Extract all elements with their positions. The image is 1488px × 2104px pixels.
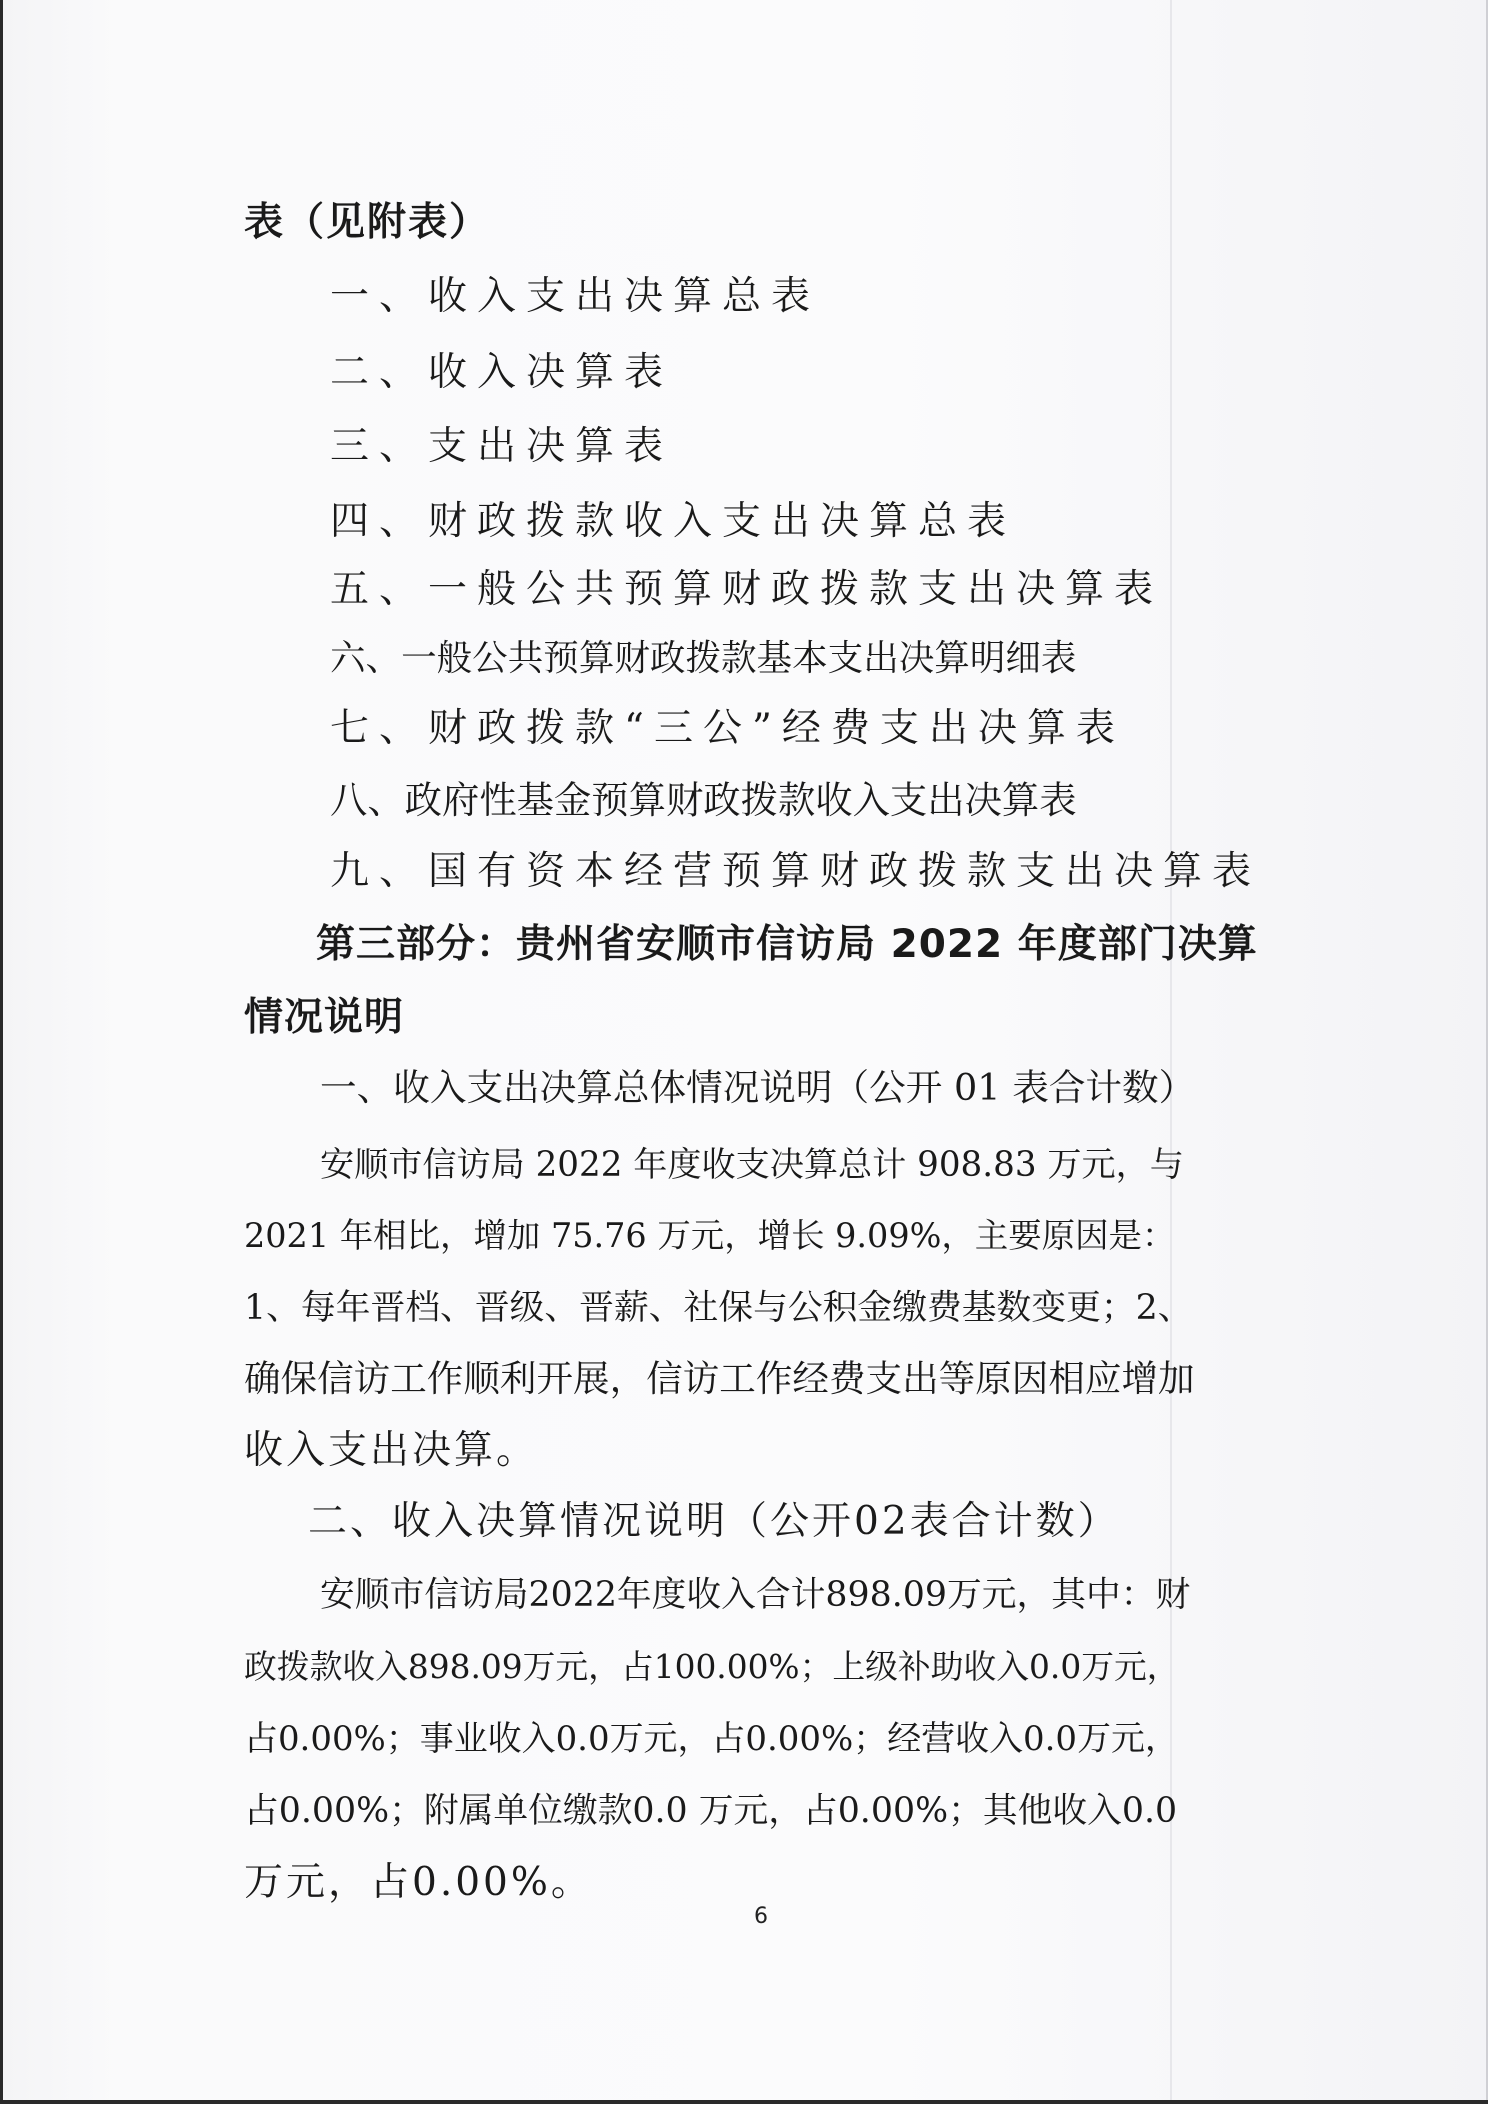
list-item: 六、一般公共预算财政拨款基本支出决算明细表 [330,638,1077,679]
list-item: 三、支出决算表 [330,424,674,469]
page-number: 6 [754,1904,768,1929]
section-heading: 第三部分：贵州省安顺市信访局 2022 年度部门决算 [316,922,1258,967]
paragraph-line: 安顺市信访局2022年度收入合计898.09万元，其中：财 [320,1575,1191,1615]
list-item: 二、收入决算表 [330,350,674,395]
list-item: 一、收入支出决算总表 [330,274,821,319]
paragraph-line: 收入支出决算。 [244,1428,539,1473]
paragraph-line: 占0.00%；事业收入0.0万元，占0.00%；经营收入0.0万元， [244,1719,1179,1759]
paragraph-line: 确保信访工作顺利开展，信访工作经费支出等原因相应增加 [244,1357,1195,1400]
part1-title: 一、收入支出决算总体情况说明（公开 01 表合计数） [320,1066,1196,1109]
paragraph-line: 政拨款收入898.09万元，占100.00%；上级补助收入0.0万元， [244,1648,1180,1686]
paragraph-line: 1、每年晋档、晋级、晋薪、社保与公积金缴费基数变更；2、 [244,1288,1193,1328]
list-item: 八、政府性基金预算财政拨款收入支出决算表 [330,778,1077,822]
part2-title: 二、收入决算情况说明（公开02表合计数） [308,1499,1120,1544]
paragraph-line: 安顺市信访局 2022 年度收支决算总计 908.83 万元，与 [320,1145,1184,1185]
list-item: 九、国有资本经营预算财政拨款支出决算表 [330,849,1262,894]
intro-line: 表（见附表） [244,200,491,245]
section-heading-cont: 情况说明 [244,995,405,1040]
paragraph-line: 万元，占0.00%。 [244,1860,593,1905]
paragraph-line: 2021 年相比，增加 75.76 万元，增长 9.09%，主要原因是： [244,1216,1176,1255]
list-item: 四、财政拨款收入支出决算总表 [330,499,1017,544]
list-item: 五、一般公共预算财政拨款支出决算表 [330,567,1164,612]
list-item: 七、财政拨款“三公”经费支出决算表 [330,706,1125,751]
paragraph-line: 占0.00%；附属单位缴款0.0 万元，占0.00%；其他收入0.0 [244,1791,1178,1831]
